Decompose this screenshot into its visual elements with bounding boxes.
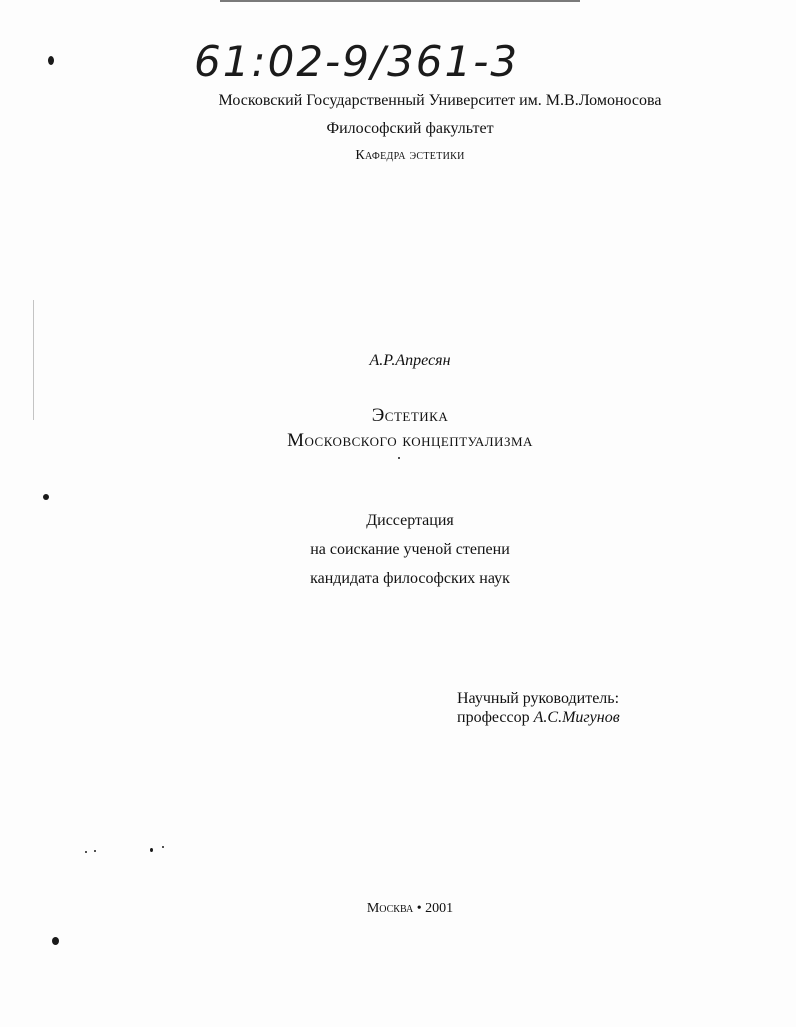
scan-speck <box>85 851 87 853</box>
document-type: Диссертация <box>366 512 454 529</box>
scan-edge-line <box>220 0 580 2</box>
advisor-block <box>457 689 620 727</box>
advisor-label: Научный руководитель: <box>457 690 620 707</box>
advisor-position: профессор <box>457 709 530 726</box>
advisor-line <box>457 708 620 727</box>
scan-speck <box>48 56 54 65</box>
scan-speck <box>43 494 49 500</box>
dissertation-title-line-2: Московского концептуализма <box>287 430 533 451</box>
publication-year: 2001 <box>425 901 454 916</box>
city-name: Москва <box>366 901 414 916</box>
faculty-name: Философский факультет <box>326 120 494 137</box>
city-year <box>210 901 610 917</box>
scan-speck <box>150 848 153 852</box>
handwritten-code-text: 61:02-9/361-3 <box>194 37 520 86</box>
handwritten-archive-code <box>190 30 570 90</box>
scan-speck <box>398 457 400 459</box>
degree-name: кандидата философских наук <box>310 570 510 587</box>
scan-speck <box>162 846 164 848</box>
dissertation-title-line-1: Эстетика <box>371 405 449 426</box>
department-name: Кафедра эстетики <box>355 148 465 163</box>
advisor-name: А.С.Мигунов <box>533 709 620 726</box>
city-year-separator: • <box>416 901 422 916</box>
university-name: Московский Государственный Университет им. М.В.Ломоносова <box>218 92 662 109</box>
scan-speck <box>94 850 96 852</box>
scan-speck <box>52 937 59 945</box>
degree-purpose: на соискание ученой степени <box>310 541 510 558</box>
author-name: А.Р.Апресян <box>369 352 451 369</box>
scan-left-edge <box>33 300 34 420</box>
